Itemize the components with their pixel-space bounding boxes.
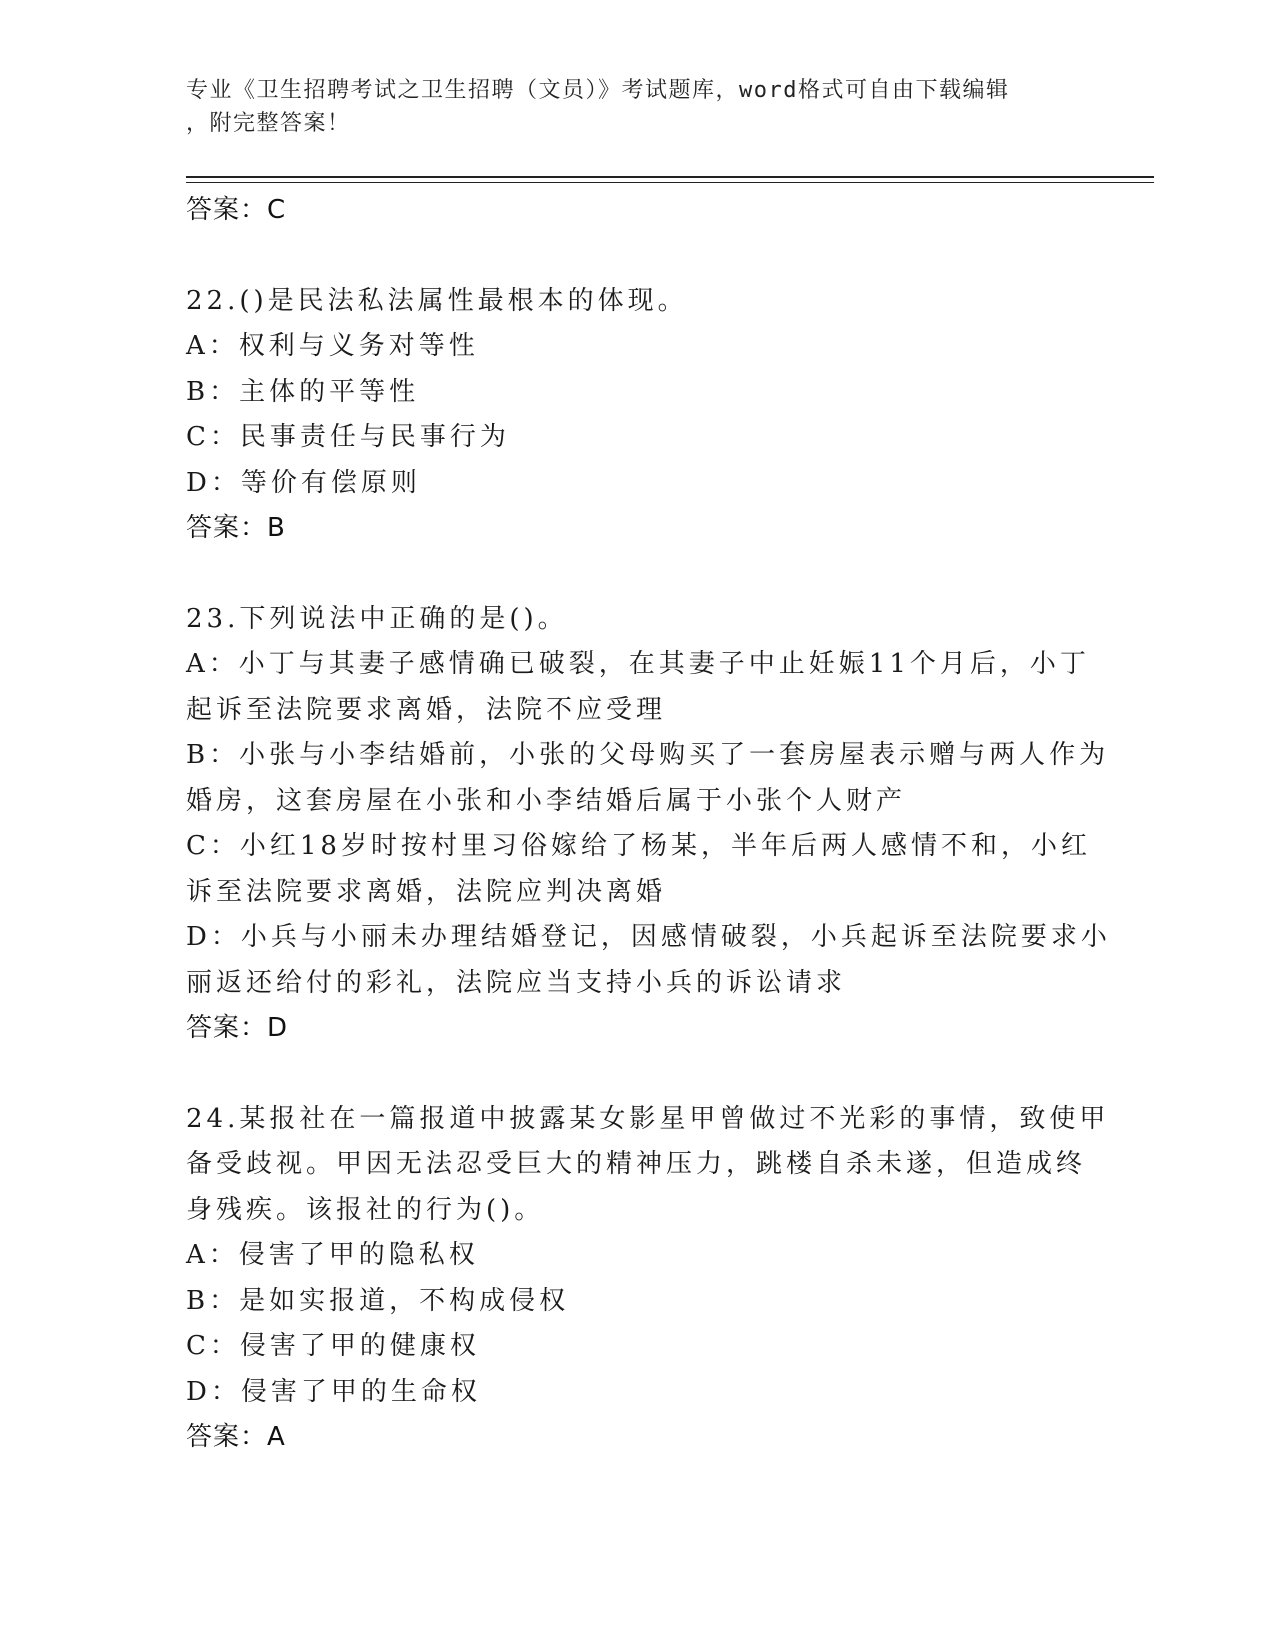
question-22: [186, 279, 1086, 552]
header-line-2: ，附完整答案！: [186, 111, 351, 136]
previous-answer: 答案：C: [186, 195, 287, 225]
option-a: A：权利与义务对等性: [186, 331, 479, 361]
document-header: [186, 74, 1066, 140]
option-b-line-2: 婚房，这套房屋在小张和小李结婚后属于小张个人财产: [186, 785, 907, 816]
option-b: B：是如实报道，不构成侵权: [186, 1285, 570, 1316]
option-c-line-1: C：小红18岁时按村里习俗嫁给了杨某，半年后两人感情不和，小红: [186, 831, 1091, 861]
option-d-line-2: 丽返还给付的彩礼，法院应当支持小兵的诉讼请求: [186, 967, 847, 998]
option-a-line-2: 起诉至法院要求离婚，法院不应受理: [186, 694, 667, 725]
question-stem-line-2: 备受歧视。甲因无法忍受巨大的精神压力，跳楼自杀未遂，但造成终: [186, 1149, 1087, 1179]
option-a: A：侵害了甲的隐私权: [186, 1240, 479, 1270]
question-24: [186, 1097, 1110, 1461]
option-d: D：等价有偿原则: [186, 467, 421, 498]
option-b-line-1: B：小张与小李结婚前，小张的父母购买了一套房屋表示赠与两人作为: [186, 740, 1110, 770]
header-rule-thick: [186, 176, 1154, 178]
question-stem-line-1: 24.某报社在一篇报道中披露某女影星甲曾做过不光彩的事情，致使甲: [186, 1103, 1110, 1134]
header-line-1: 专业《卫生招聘考试之卫生招聘（文员）》考试题库，word格式可自由下载编辑: [186, 78, 1010, 103]
question-stem-line: 22.()是民法私法属性最根本的体现。: [186, 285, 688, 316]
question-list: [186, 188, 1111, 1461]
answer-line: 答案：D: [186, 1013, 289, 1043]
option-d-line-1: D：小兵与小丽未办理结婚登记，因感情破裂，小兵起诉至法院要求小: [186, 922, 1111, 952]
option-a-line-1: A：小丁与其妻子感情确已破裂，在其妻子中止妊娠11个月后，小丁: [186, 649, 1090, 679]
option-c: C：民事责任与民事行为: [186, 422, 510, 452]
header-rule-thin: [186, 182, 1154, 183]
spacer: [186, 1052, 1086, 1097]
question-stem-line: 23.下列说法中正确的是()。: [186, 603, 568, 634]
option-d: D：侵害了甲的生命权: [186, 1376, 481, 1407]
answer-line: 答案：B: [186, 513, 286, 543]
question-stem-line-3: 身残疾。该报社的行为()。: [186, 1194, 545, 1225]
option-b: B：主体的平等性: [186, 376, 420, 407]
question-23: [186, 597, 1111, 1052]
answer-line: 答案：A: [186, 1422, 286, 1452]
option-c-line-2: 诉至法院要求离婚，法院应判决离婚: [186, 876, 667, 907]
spacer: [186, 552, 1086, 597]
option-c: C：侵害了甲的健康权: [186, 1331, 480, 1361]
spacer: [186, 234, 1086, 279]
